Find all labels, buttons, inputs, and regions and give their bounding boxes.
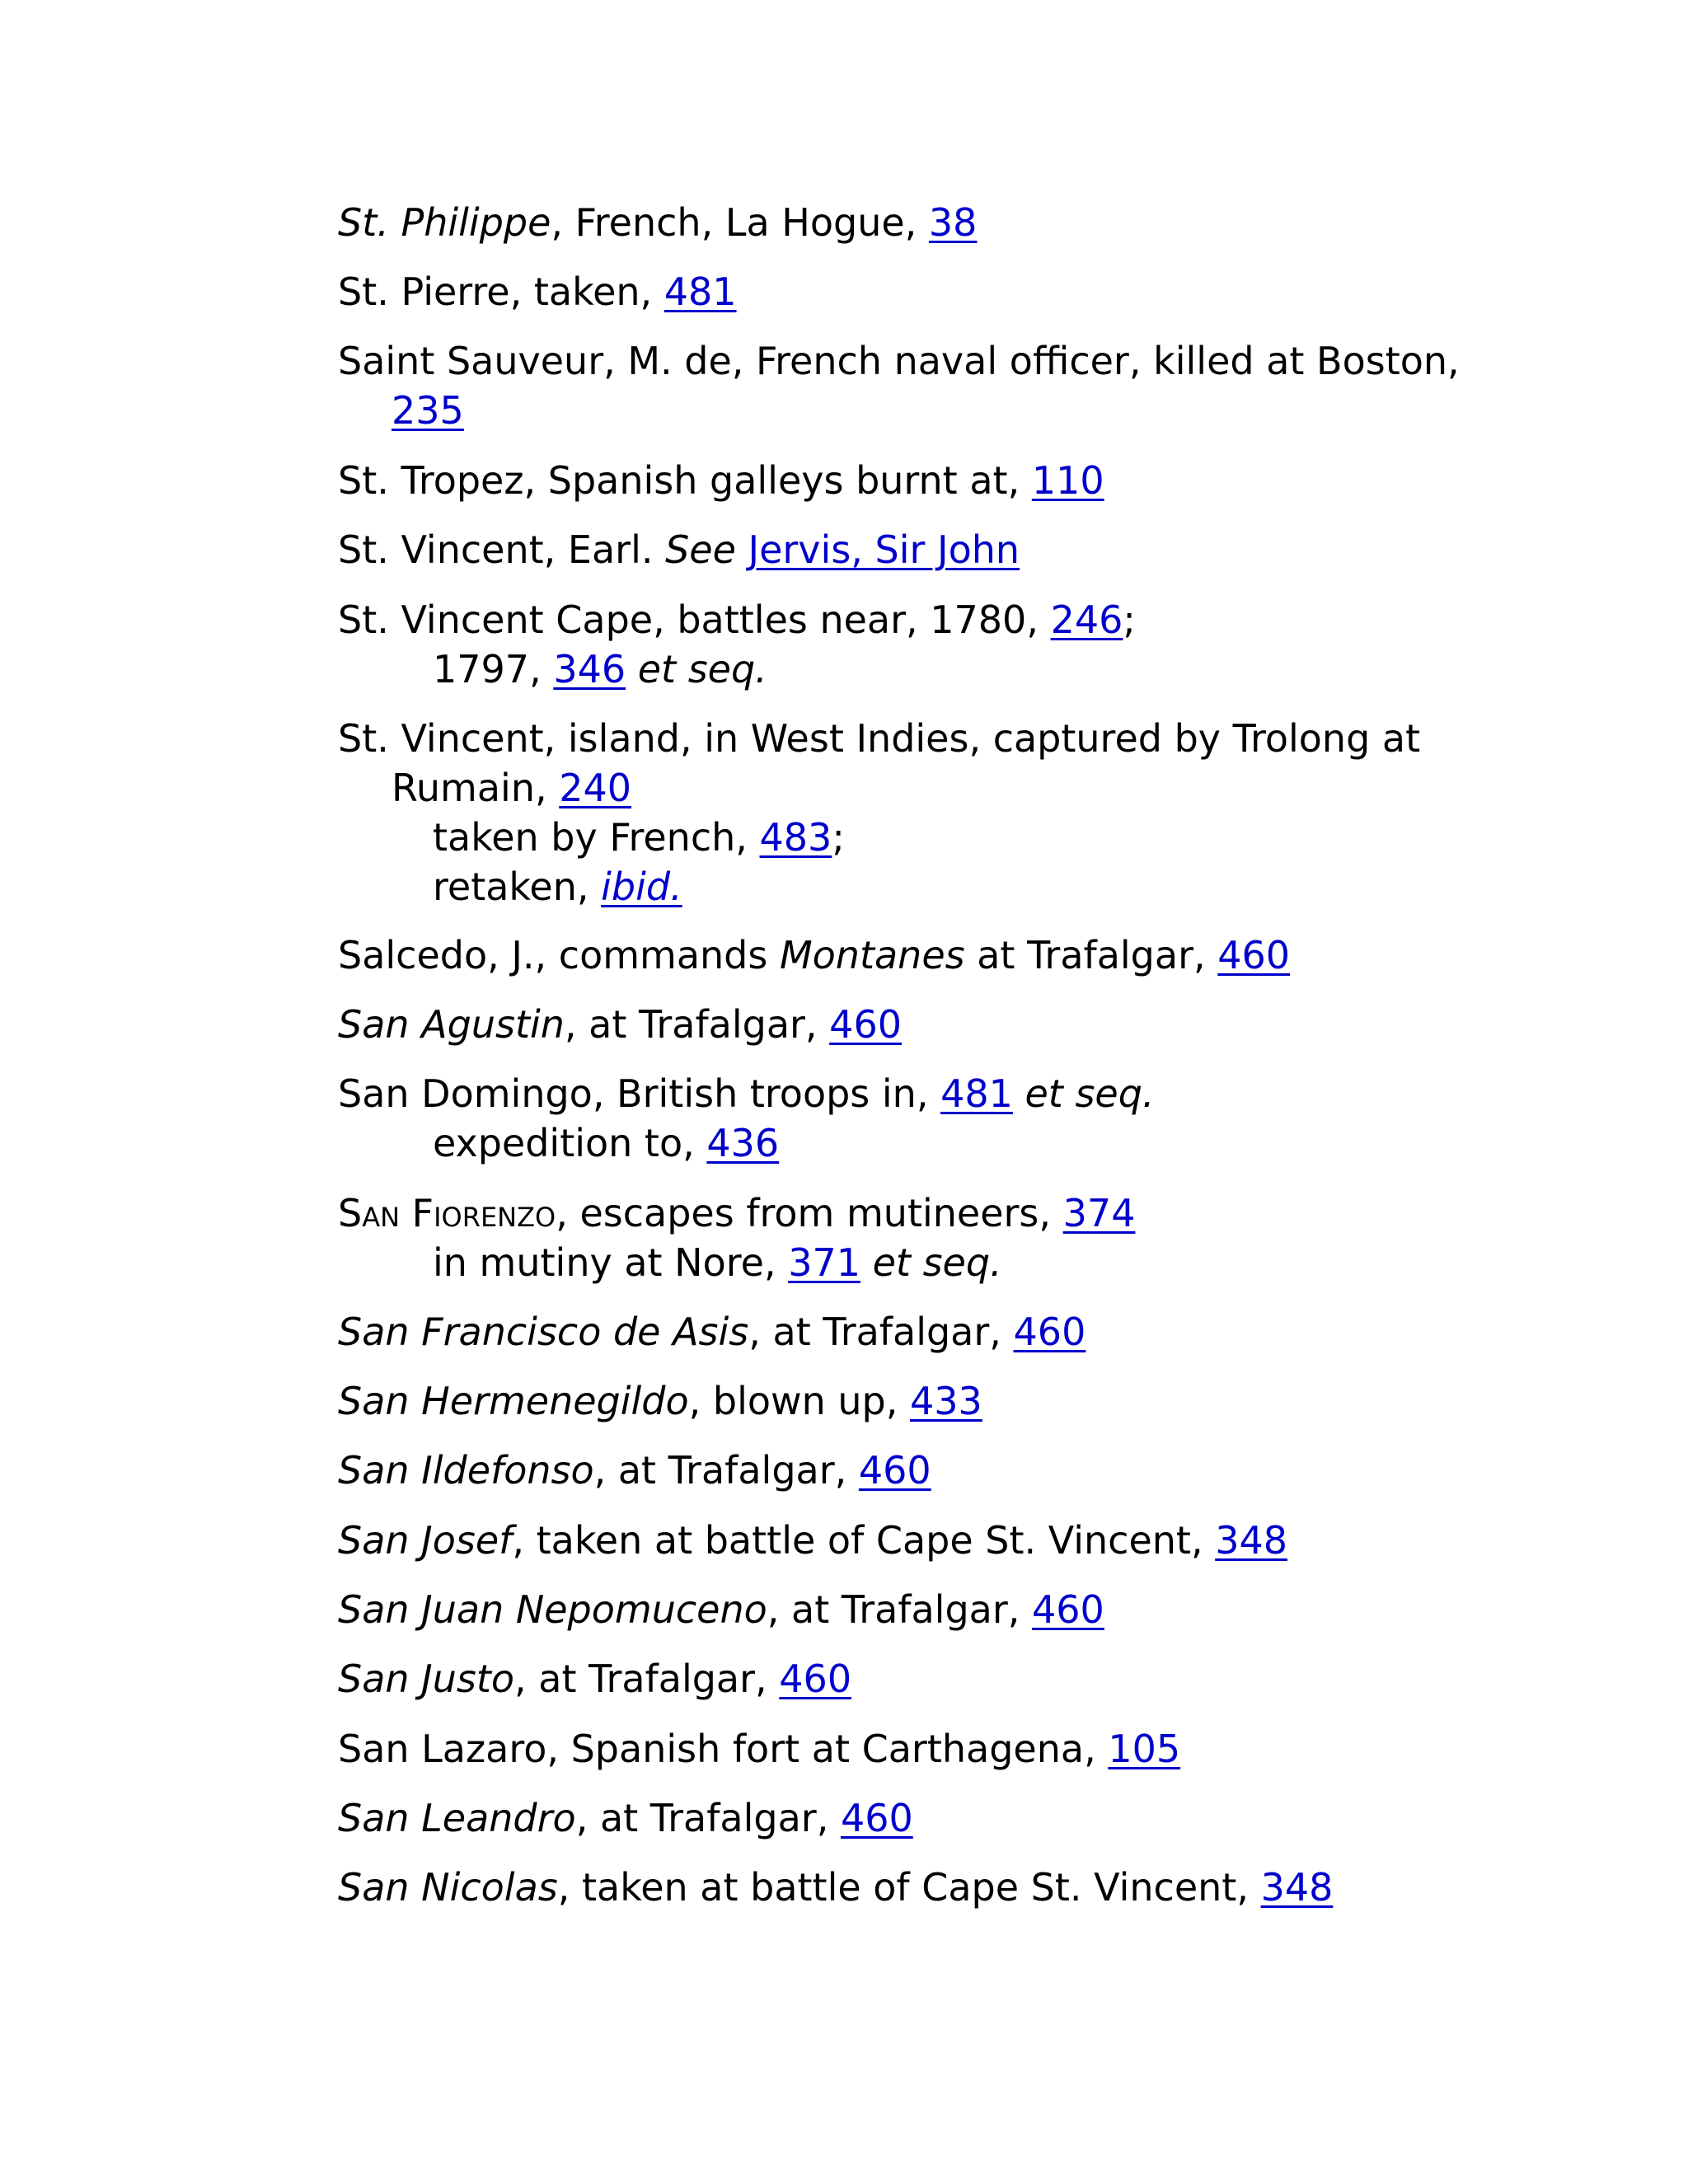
page-link[interactable]: 460 bbox=[779, 1657, 852, 1701]
page-link[interactable]: 371 bbox=[788, 1240, 860, 1285]
entry-text: , at Trafalgar, bbox=[767, 1587, 1033, 1632]
index-entry bbox=[338, 1307, 1492, 1357]
et-seq: et seq. bbox=[872, 1240, 1002, 1285]
index-entry bbox=[338, 1446, 1492, 1495]
entry-text: Saint Sauveur, M. de, French naval officer, killed at Boston, bbox=[338, 339, 1460, 383]
entry-text: , at Trafalgar, bbox=[564, 1002, 830, 1047]
subentry-text: 1797, bbox=[433, 647, 554, 691]
page-link[interactable]: 105 bbox=[1108, 1727, 1181, 1771]
index-entry bbox=[338, 714, 1492, 912]
entry-text: St. Vincent, Earl. bbox=[338, 527, 666, 572]
entry-text: St. Vincent Cape, battles near, 1780, bbox=[338, 598, 1051, 642]
et-seq: et seq. bbox=[1025, 1071, 1155, 1116]
page-link[interactable]: 460 bbox=[840, 1796, 913, 1840]
ship-name: San Justo bbox=[338, 1657, 515, 1701]
index-entry bbox=[338, 1793, 1492, 1843]
ship-name: San Hermenegildo bbox=[338, 1379, 689, 1423]
entry-text: , at Trafalgar, bbox=[575, 1796, 841, 1840]
page-link[interactable]: 110 bbox=[1031, 458, 1104, 503]
entry-text: , at Trafalgar, bbox=[748, 1310, 1014, 1354]
entry-text: , at Trafalgar, bbox=[593, 1448, 859, 1493]
ship-name: San Leandro bbox=[338, 1796, 576, 1840]
page-link[interactable]: 240 bbox=[559, 766, 632, 810]
ship-name: St. Philippe bbox=[338, 200, 551, 245]
index-entry bbox=[338, 1000, 1492, 1049]
page-link[interactable]: 460 bbox=[1013, 1310, 1086, 1354]
et-seq: et seq. bbox=[637, 647, 767, 691]
page-link[interactable]: 38 bbox=[928, 200, 978, 245]
subentry-text: taken by French, bbox=[433, 815, 760, 860]
page-link[interactable]: 481 bbox=[940, 1071, 1013, 1116]
entry-text: St. Vincent, island, in West Indies, captured by Trolong at bbox=[338, 716, 1421, 761]
subentry-text: in mutiny at Nore, bbox=[433, 1240, 789, 1285]
entry-text: at Trafalgar, bbox=[964, 933, 1218, 977]
page-link[interactable]: 433 bbox=[910, 1379, 982, 1423]
page-link[interactable]: 460 bbox=[829, 1002, 902, 1047]
index-entry bbox=[338, 336, 1492, 435]
entry-text: , taken at battle of Cape St. Vincent, bbox=[512, 1518, 1216, 1563]
ibid-link[interactable]: ibid. bbox=[601, 865, 682, 909]
entry-text: St. Tropez, Spanish galleys burnt at, bbox=[338, 458, 1032, 503]
index-entry bbox=[338, 1188, 1492, 1287]
index-entry bbox=[338, 595, 1492, 694]
page-link[interactable]: 460 bbox=[1217, 933, 1291, 977]
entry-text: , blown up, bbox=[688, 1379, 911, 1423]
page-link[interactable]: 460 bbox=[858, 1448, 931, 1493]
ship-name: Montanes bbox=[779, 933, 965, 977]
page-link[interactable]: 235 bbox=[392, 388, 464, 433]
page-link[interactable]: 436 bbox=[706, 1121, 780, 1165]
subentry-text: expedition to, bbox=[433, 1121, 707, 1165]
ship-name: San Francisco de Asis bbox=[338, 1310, 749, 1354]
index-entry bbox=[338, 930, 1492, 980]
index-entry bbox=[338, 267, 1492, 316]
ship-name: San Juan Nepomuceno bbox=[338, 1587, 767, 1632]
entry-text: ; bbox=[832, 815, 845, 860]
entry-text: , escapes from mutineers, bbox=[556, 1191, 1063, 1235]
entry-text: Rumain, bbox=[392, 766, 560, 810]
ship-name: San Agustin bbox=[338, 1002, 565, 1047]
index-entry bbox=[338, 1724, 1492, 1774]
cross-reference-link[interactable]: Jervis, Sir John bbox=[748, 527, 1020, 572]
entry-text: ; bbox=[1123, 598, 1136, 642]
ship-name: San Josef bbox=[338, 1518, 513, 1563]
index-entry bbox=[338, 1863, 1492, 1912]
ship-name: San Fiorenzo bbox=[338, 1191, 556, 1235]
entry-text: Salcedo, J., commands bbox=[338, 933, 780, 977]
page-link[interactable]: 348 bbox=[1260, 1865, 1334, 1910]
index-entry bbox=[338, 1516, 1492, 1565]
entry-text: San Lazaro, Spanish fort at Carthagena, bbox=[338, 1727, 1109, 1771]
entry-text: San Domingo, British troops in, bbox=[338, 1071, 941, 1116]
index-entry bbox=[338, 1585, 1492, 1634]
page-link[interactable]: 246 bbox=[1050, 598, 1123, 642]
page-link[interactable]: 483 bbox=[759, 815, 832, 860]
entry-text: , French, La Hogue, bbox=[551, 200, 929, 245]
entry-text: , taken at battle of Cape St. Vincent, bbox=[557, 1865, 1261, 1910]
see-reference: See bbox=[665, 527, 736, 572]
index-entry bbox=[338, 456, 1492, 505]
index-entry bbox=[338, 525, 1492, 574]
index-entry bbox=[338, 1376, 1492, 1426]
ship-name: San Ildefonso bbox=[338, 1448, 594, 1493]
index-entry bbox=[338, 1654, 1492, 1704]
ship-name: San Nicolas bbox=[338, 1865, 558, 1910]
page-link[interactable]: 346 bbox=[553, 647, 626, 691]
index-entry bbox=[338, 198, 1492, 247]
page-link[interactable]: 374 bbox=[1062, 1191, 1136, 1235]
page-link[interactable]: 481 bbox=[663, 269, 737, 314]
page-link[interactable]: 460 bbox=[1032, 1587, 1104, 1632]
subentry-text: retaken, bbox=[433, 865, 602, 909]
entry-text: , at Trafalgar, bbox=[514, 1657, 780, 1701]
entry-text: St. Pierre, taken, bbox=[338, 269, 664, 314]
page-link[interactable]: 348 bbox=[1215, 1518, 1287, 1563]
index-entry bbox=[338, 1069, 1492, 1168]
